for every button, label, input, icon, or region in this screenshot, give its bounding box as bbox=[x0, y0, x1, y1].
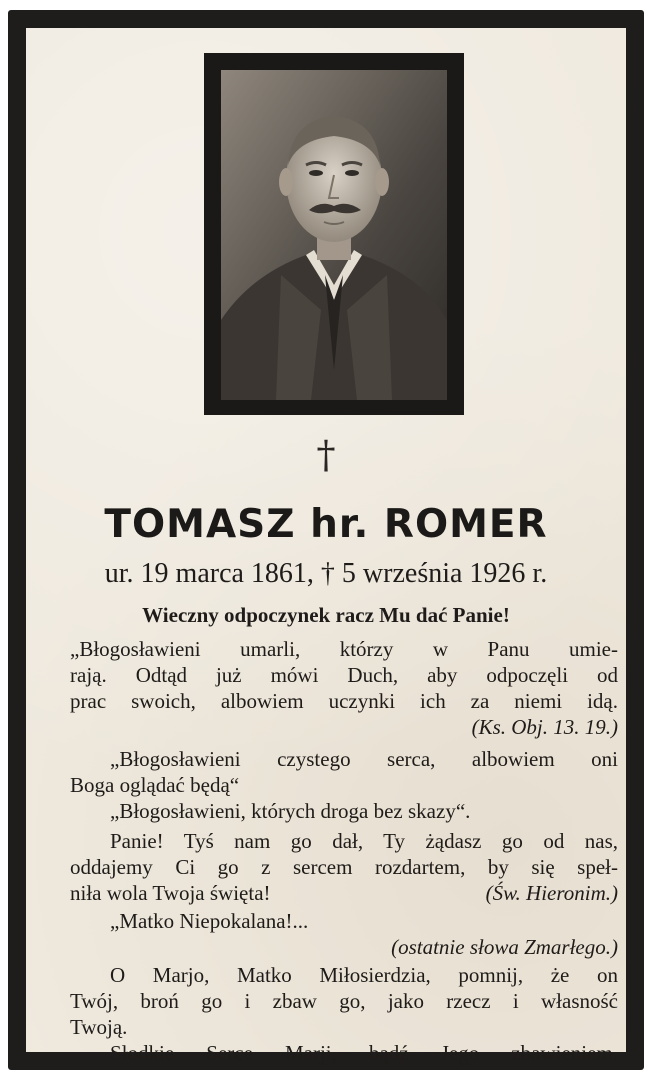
quote-pure-heart bbox=[70, 746, 618, 798]
quote-line: Słodkie Serce Marji, bądź Jego zbawieniem. bbox=[110, 1041, 618, 1065]
quote-line: Twój, broń go i zbaw go, jako rzecz i własność bbox=[70, 989, 618, 1013]
quote-line: „Matko Niepokalana!... bbox=[110, 909, 309, 933]
quote-revelation bbox=[70, 636, 618, 740]
quote-line: „Błogosławieni, których droga bez skazy“. bbox=[110, 799, 471, 823]
quote-line: O Marjo, Matko Miłosierdzia, pomnij, że on bbox=[110, 963, 618, 987]
quote-reference: (ostatnie słowa Zmarłego.) bbox=[391, 935, 618, 959]
quote-line: „Błogosławieni umarli, którzy w Panu umie- bbox=[70, 637, 618, 661]
card-paper bbox=[26, 28, 626, 1065]
quote-line: „Błogosławieni czystego serca, albowiem oni bbox=[110, 747, 618, 771]
quote-line: oddajemy Ci go z sercem rozdartem, by się speł- bbox=[70, 855, 618, 879]
quote-reference: (Św. Hieronim.) bbox=[485, 881, 618, 905]
cross-icon: † bbox=[316, 433, 336, 477]
quote-line-text: niła wola Twoja święta! bbox=[70, 881, 271, 905]
sacred-heart-prayer bbox=[70, 1040, 618, 1066]
quote-line: prac swoich, albowiem uczynki ich za niemi idą. bbox=[70, 689, 618, 713]
birth-death-dates: ur. 19 marca 1861, † 5 września 1926 r. bbox=[104, 558, 548, 589]
quote-line: Panie! Tyś nam go dał, Ty żądasz go od nas, bbox=[110, 829, 618, 853]
memorial-card bbox=[8, 10, 644, 1070]
portrait-photo bbox=[221, 70, 447, 400]
quote-line bbox=[70, 880, 618, 906]
prayer-mary bbox=[70, 962, 618, 1040]
eternal-rest-prayer: Wieczny odpoczynek racz Mu dać Panie! bbox=[142, 603, 510, 627]
quote-line: rają. Odtąd już mówi Duch, aby odpoczęli od bbox=[70, 663, 618, 687]
quote-hieronim bbox=[70, 828, 618, 906]
quote-reference: (Ks. Obj. 13. 19.) bbox=[471, 715, 618, 739]
portrait-photo-image bbox=[221, 70, 447, 400]
quote-blameless bbox=[70, 798, 618, 824]
quote-line: Twoją. bbox=[70, 1015, 128, 1039]
deceased-name: TOMASZ hr. ROMER bbox=[104, 502, 548, 547]
last-words bbox=[70, 908, 618, 960]
quote-line: Boga oglądać będą“ bbox=[70, 773, 240, 797]
